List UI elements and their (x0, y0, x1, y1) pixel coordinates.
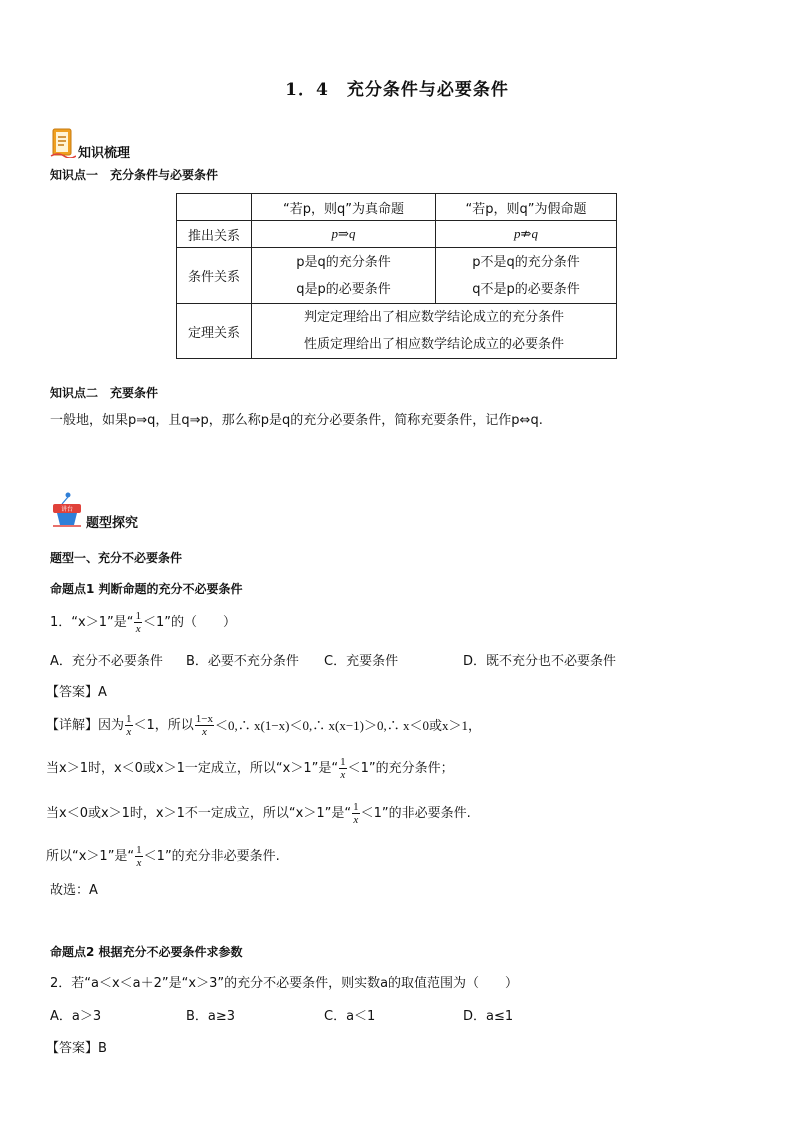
q1-stem-b: ＜1”的（ ） (142, 614, 236, 630)
table-row-label: 定理关系 (177, 304, 252, 359)
fraction-denominator: x (126, 726, 132, 738)
q1-option-b: B．必要不充分条件 (186, 654, 299, 669)
fraction-denominator: x (353, 814, 359, 826)
fraction-1-over-x (352, 801, 360, 826)
table-cell: p⇏q (436, 221, 617, 248)
q2-answer: 【答案】B (46, 1041, 107, 1056)
knowledge-section-header (50, 128, 130, 162)
table-line: q不是p的必要条件 (472, 281, 580, 297)
svg-text:讲台: 讲台 (60, 506, 74, 513)
fraction-denominator: x (136, 857, 142, 869)
q1-answer: 【答案】A (46, 685, 107, 700)
q2-option-c: C．a＜1 (324, 1009, 376, 1024)
detail-text: ＜1”的充分非必要条件. (143, 848, 280, 864)
detail-text: 当x＞1时，x＜0或x＞1一定成立，所以“x＞1”是“ (46, 760, 339, 776)
fraction-denominator: x (340, 769, 346, 781)
table-head-true: “若p，则q”为真命题 (252, 194, 436, 221)
detail-text: ＜1”的充分条件； (347, 760, 454, 776)
q1-conclusion: 故选：A (50, 883, 98, 898)
table-head-false: “若p，则q”为假命题 (436, 194, 617, 221)
fraction-numerator: 1 (126, 713, 132, 725)
detail-text: 所以“x＞1”是“ (46, 848, 135, 864)
detail-text: 【详解】因为 (46, 717, 125, 733)
explore-header-label: 题型探究 (86, 516, 139, 531)
point2-title: 知识点二 充要条件 (50, 386, 159, 400)
page-title: 1．4 充分条件与必要条件 (285, 80, 509, 100)
detail-text: ＜1”的非必要条件. (360, 805, 471, 821)
q1-stem (50, 610, 236, 635)
q2-option-a: A．a＞3 (50, 1009, 102, 1024)
table-line: p不是q的充分条件 (472, 254, 580, 270)
point2-text: 一般地，如果p⇒q，且q⇒p，那么称p是q的充分必要条件，简称充要条件，记作p⇔q. (50, 413, 543, 428)
table-cell (252, 304, 617, 359)
q1-option-d: D．既不充分也不必要条件 (463, 654, 617, 669)
book-icon (50, 128, 76, 162)
q2-option-b: B．a≥3 (186, 1009, 236, 1024)
q1-option-a: A．充分不必要条件 (50, 654, 163, 669)
prop1-title: 命题点1 判断命题的充分不必要条件 (50, 582, 243, 596)
podium-icon (50, 492, 84, 532)
q1-detail-line-2 (46, 756, 454, 781)
fraction-1-minus-x-over-x (195, 713, 214, 738)
table-line: 性质定理给出了相应数学结论成立的必要条件 (303, 337, 564, 352)
fraction-numerator: 1 (135, 610, 141, 622)
q1-stem-a: 1．“x＞1”是“ (50, 614, 134, 630)
table-cell: p⇒q (252, 221, 436, 248)
explore-section-header (50, 492, 138, 532)
table-corner (177, 194, 252, 221)
fraction-denominator: x (135, 623, 141, 635)
q1-detail-line-4 (46, 844, 280, 869)
detail-text: ＜1，所以 (133, 717, 194, 733)
condition-table (176, 193, 617, 359)
fraction-numerator: 1−x (195, 713, 214, 725)
fraction-numerator: 1 (353, 801, 359, 813)
q2-stem: 2．若“a＜x＜a＋2”是“x＞3”的充分不必要条件，则实数a的取值范围为（ ） (50, 976, 519, 991)
table-cell (252, 248, 436, 304)
fraction-denominator: x (201, 726, 207, 738)
q1-detail-line-1 (46, 713, 481, 738)
fraction-1-over-x (339, 756, 347, 781)
table-row-label: 推出关系 (177, 221, 252, 248)
table-line: q是p的必要条件 (296, 281, 391, 297)
table-row-label: 条件关系 (177, 248, 252, 304)
type1-title: 题型一、充分不必要条件 (50, 551, 183, 565)
detail-text: 当x＜0或x＞1时，x＞1不一定成立，所以“x＞1”是“ (46, 805, 352, 821)
q1-detail-line-3 (46, 801, 471, 826)
fraction-numerator: 1 (136, 844, 142, 856)
q2-option-d: D．a≤1 (463, 1009, 514, 1024)
q1-option-c: C．充要条件 (324, 654, 399, 669)
table-line: 判定定理给出了相应数学结论成立的充分条件 (303, 310, 564, 325)
table-line: p是q的充分条件 (296, 254, 391, 270)
table-cell (436, 248, 617, 304)
fraction-numerator: 1 (340, 756, 346, 768)
fraction-1-over-x (125, 713, 133, 738)
prop2-title: 命题点2 根据充分不必要条件求参数 (50, 945, 243, 959)
detail-text: ＜0,∴ x(1−x)＜0,∴ x(x−1)＞0,∴ x＜0或x＞1， (215, 717, 481, 733)
point1-title: 知识点一 充分条件与必要条件 (50, 168, 219, 182)
knowledge-header-label: 知识梳理 (78, 146, 131, 161)
fraction-1-over-x (135, 844, 143, 869)
fraction-1-over-x (134, 610, 142, 635)
